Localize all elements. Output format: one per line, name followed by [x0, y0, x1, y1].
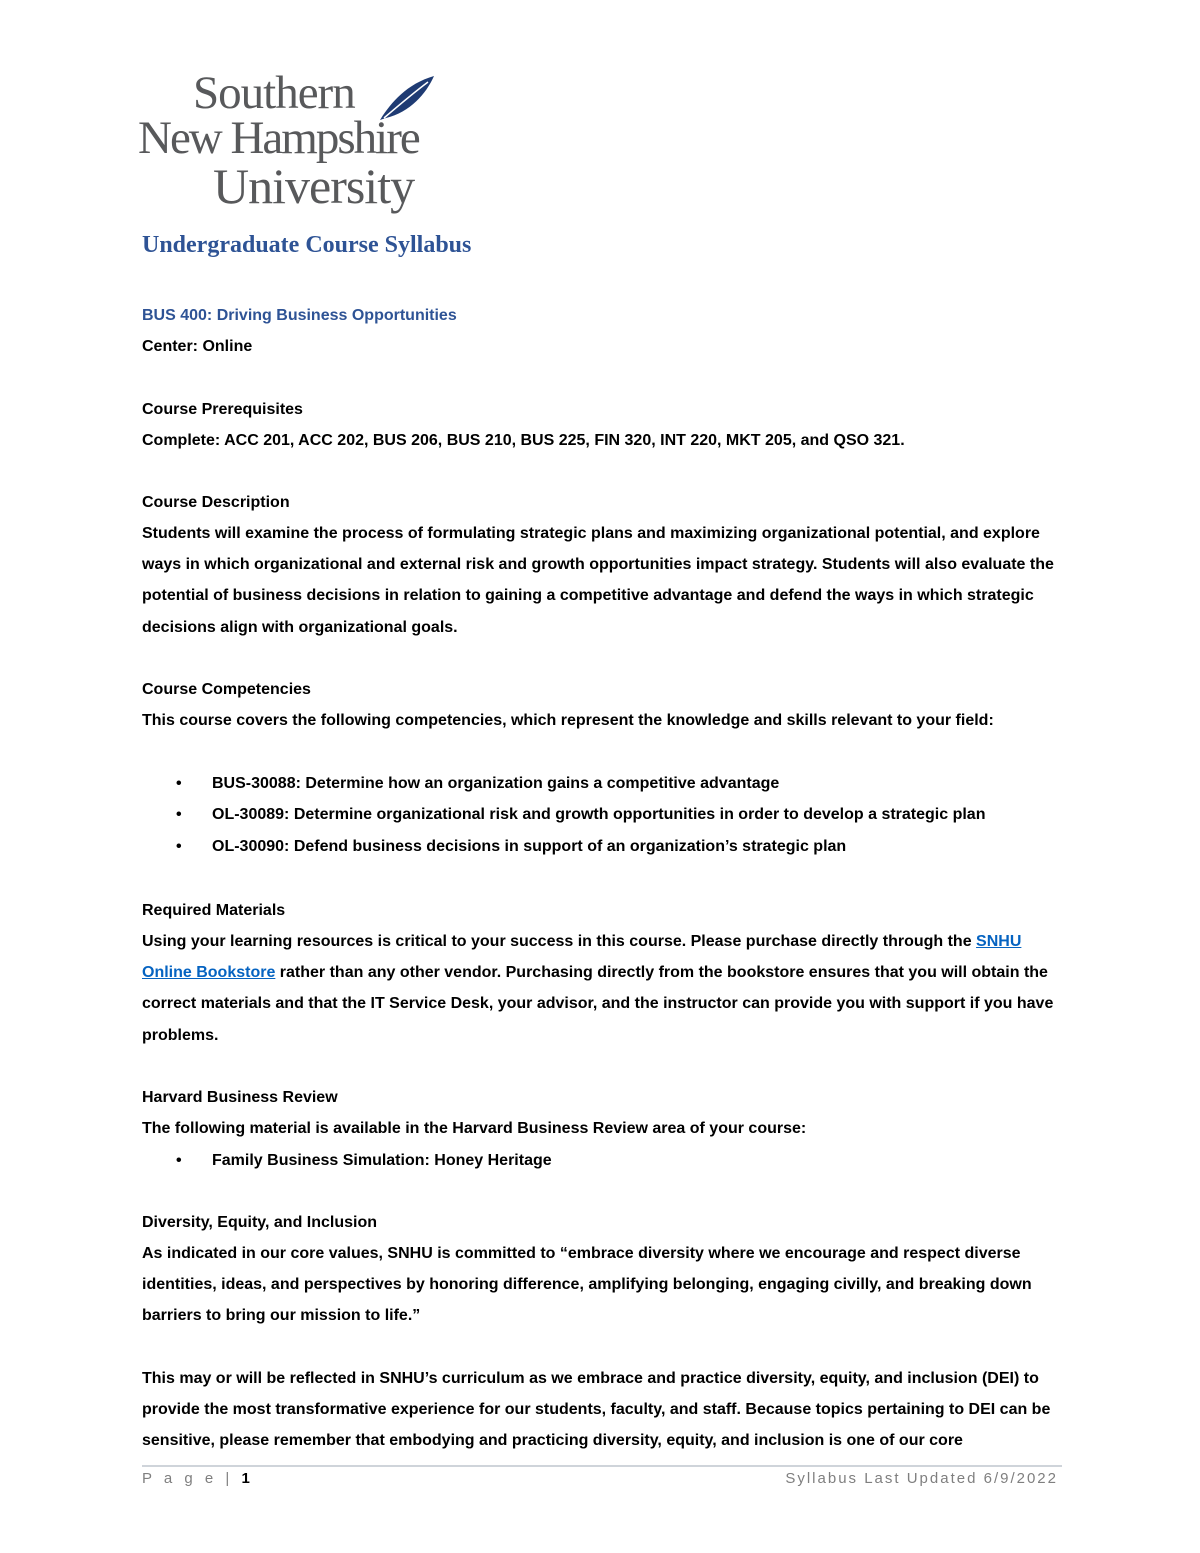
competency-item: OL-30090: Defend business decisions in support of an organization’s strategic plan [212, 838, 847, 855]
leaf-icon [376, 74, 438, 124]
dei-paragraph-2: This may or will be reflected in SNHU’s curriculum as we embrace and practice diversity, equity, and inclusion (DEI) to provide the most transformative experience for our students, faculty, and staff. Because topics pertaining to DEI can be sensitive, please remember that embodying and practicing diversity, equity, and inclusion is one of our core [142, 1370, 1051, 1450]
materials-text [142, 926, 1062, 1051]
materials-heading: Required Materials [142, 902, 286, 919]
logo-line-southern: Southern [193, 67, 355, 119]
competency-item: BUS-30088: Determine how an organization gains a competitive advantage [212, 775, 780, 792]
materials-text-after: rather than any other vendor. Purchasing directly from the bookstore ensures that you will obtain the correct materials and that the IT Service Desk, your advisor, and the instructor can provide you with support if you have problems. [142, 964, 1054, 1044]
materials-text-before: Using your learning resources is critical to your success in this course. Please purchase directly through the [142, 933, 977, 950]
description-text: Students will examine the process of formulating strategic plans and maximizing organizational potential, and explore ways in which organizational and external risk and growth opportunities impact strategy. Students will also evaluate the potential of business decisions in relation to gaining a competitive advantage and defend the ways in which strategic decisions align with organizational goals. [142, 525, 1054, 636]
competencies-heading: Course Competencies [142, 681, 311, 698]
prerequisites-heading: Course Prerequisites [142, 401, 303, 418]
logo-line-university: University [213, 158, 415, 214]
hbr-item: Family Business Simulation: Honey Heritage [212, 1152, 552, 1169]
course-center: Center: Online [142, 338, 253, 355]
dei-paragraph-1: As indicated in our core values, SNHU is committed to “embrace diversity where we encourage and respect diverse identities, ideas, and perspectives by honoring difference, amplifying belonging, engaging civilly, and breaking down barriers to bring our mission to life.” [142, 1245, 1032, 1325]
footer-last-updated: Syllabus Last Updated 6/9/2022 [785, 1470, 1058, 1487]
description-heading: Course Description [142, 494, 290, 511]
footer-page-number [142, 1470, 254, 1487]
course-code-title: BUS 400: Driving Business Opportunities [142, 307, 457, 324]
competencies-intro: This course covers the following competencies, which represent the knowledge and skills relevant to your field: [142, 712, 994, 729]
footer-divider [142, 1465, 1062, 1467]
snhu-bookstore-link[interactable]: SNHU Online Bookstore [142, 933, 1022, 982]
hbr-heading: Harvard Business Review [142, 1089, 338, 1106]
page-label: P a g e | [142, 1470, 234, 1487]
bullet-icon: • [176, 1152, 182, 1169]
competency-item: OL-30089: Determine organizational risk and growth opportunities in order to develop a strategic plan [212, 806, 986, 823]
snhu-logo [138, 67, 448, 230]
bullet-icon: • [176, 806, 182, 823]
bullet-icon: • [176, 775, 182, 792]
page-number: 1 [241, 1470, 254, 1487]
page-title: Undergraduate Course Syllabus [142, 232, 472, 258]
prerequisites-text: Complete: ACC 201, ACC 202, BUS 206, BUS 210, BUS 225, FIN 320, INT 220, MKT 205, and QSO 321. [142, 432, 905, 449]
hbr-intro: The following material is available in the Harvard Business Review area of your course: [142, 1120, 807, 1137]
bullet-icon: • [176, 838, 182, 855]
dei-heading: Diversity, Equity, and Inclusion [142, 1214, 378, 1231]
logo-line-new-hampshire: New Hampshire [138, 112, 419, 164]
